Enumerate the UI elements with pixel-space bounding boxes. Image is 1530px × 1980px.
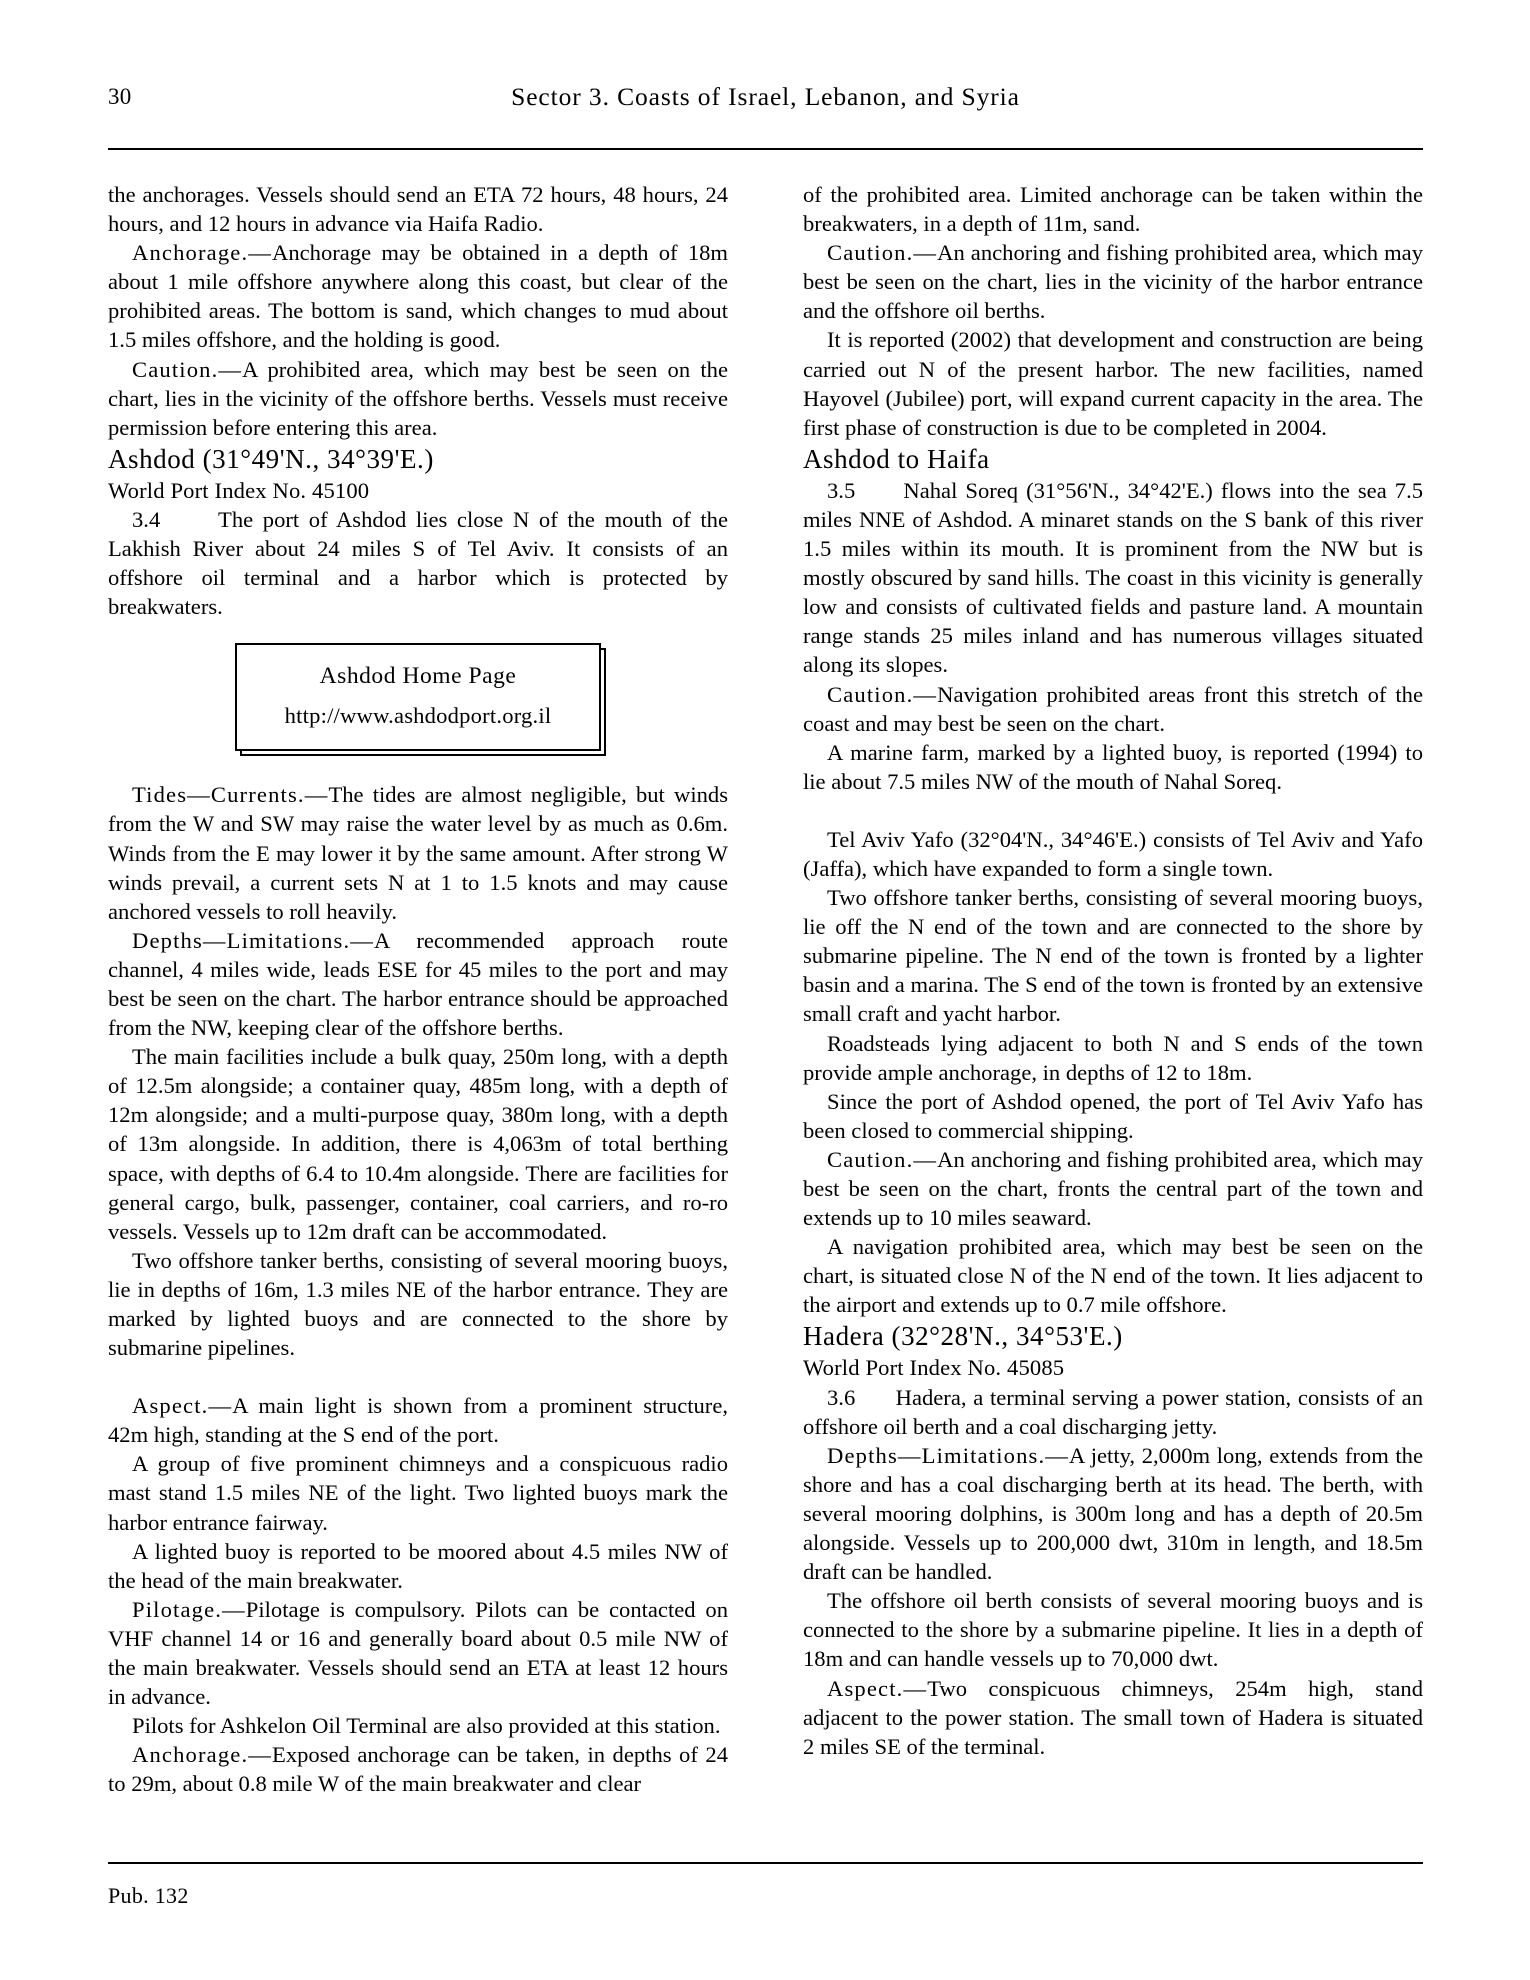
- body-columns: [108, 180, 1423, 1845]
- paragraph-text: of the prohibited area. Limited anchorage can be taken within the breakwaters, in a depth of 11m, sand.: [803, 182, 1423, 237]
- runin-heading: Pilotage.—: [132, 1596, 246, 1622]
- paragraph: [108, 1449, 728, 1536]
- runin-heading: Caution.—: [827, 240, 938, 266]
- paragraph-text: Tel Aviv Yafo (32°04'N., 34°46'E.) consists of Tel Aviv and Yafo (Jaffa), which have expanded to form a single town.: [803, 826, 1423, 881]
- paragraph-caution: [108, 355, 728, 442]
- paragraph-text: A main light is shown from a prominent structure, 42m high, standing at the S end of the port.: [108, 1393, 728, 1448]
- world-port-index-ashdod: World Port Index No. 45100: [108, 477, 370, 503]
- paragraph-text: Nahal Soreq (31°56'N., 34°42'E.) flows into the sea 7.5 miles NNE of Ashdod. A minaret stands on the S bank of this river 1.5 miles within its mouth. It is prominent from the NW but is mostly obscured by sand hills. The coast in this vicinity is generally low and consists of cultivated fields and pasture land. A mountain range stands 25 miles inland and has numerous villages situated along its slopes.: [803, 477, 1424, 678]
- paragraph-text: The tides are almost negligible, but winds from the W and SW may raise the water level by as much as 0.6m. Winds from the E may lower it by the same amount. After strong W winds prevail, a current sets N at 1 to 1.5 knots and may cause anchored vessels to roll heavily.: [108, 782, 728, 924]
- paragraph-depths-limitations: [108, 926, 728, 1042]
- paragraph-number: 3.6: [827, 1384, 856, 1410]
- paragraph: [803, 1586, 1423, 1673]
- runin-heading: Anchorage.—: [132, 1742, 273, 1768]
- paragraph: [803, 738, 1423, 796]
- paragraph-text: Exposed anchorage can be taken, in depths of 24 to 29m, about 0.8 mile W of the main breakwater and clear: [108, 1742, 728, 1797]
- paragraph-text: Two conspicuous chimneys, 254m high, stand adjacent to the power station. The small town of Hadera is situated 2 miles SE of the terminal.: [803, 1675, 1423, 1759]
- paragraph-text: Pilotage is compulsory. Pilots can be contacted on VHF channel 14 or 16 and generally board about 0.5 mile NW of the main breakwater. Vessels should send an ETA at least 12 hours in advance.: [108, 1596, 728, 1710]
- header-rule: [108, 148, 1423, 150]
- url-callout-box: [108, 643, 728, 751]
- paragraph-text: The main facilities include a bulk quay, 250m long, with a depth of 12.5m alongside; a container quay, 485m long, with a depth of 12m alongside; and a multi-purpose quay, 380m long, with a depth of 13m alongside. In addition, there is 4,063m of total berthing space, with depths of 6.4 to 10.4m alongside. There are facilities for general cargo, bulk, passenger, container, coal carriers, and ro-ro vessels. Vessels up to 12m draft can be accommodated.: [108, 1044, 728, 1244]
- paragraph-caution-3: [803, 1145, 1423, 1232]
- paragraph-anchorage: [108, 238, 728, 354]
- paragraph-text: It is reported (2002) that development and construction are being carried out N of the present harbor. The new facilities, named Hayovel (Jubilee) port, will expand current capacity in the area. The first phase of construction is due to be completed in 2004.: [803, 327, 1423, 440]
- paragraph-caution: [803, 238, 1423, 325]
- paragraph-text: Two offshore tanker berths, consisting of several mooring buoys, lie in depths of 16m, 1.3 miles NE of the harbor entrance. They are marked by lighted buoys and are connected to the shore by submarine pipelines.: [108, 1247, 728, 1361]
- left-column: [108, 180, 728, 1799]
- paragraph-aspect-2: [803, 1674, 1423, 1761]
- runin-heading: Tides—Currents.—: [132, 782, 329, 808]
- paragraph-caution-2: [803, 680, 1423, 738]
- footer-rule: [108, 1862, 1423, 1864]
- paragraph-pilotage: [108, 1595, 728, 1711]
- paragraph-text: [855, 478, 903, 503]
- paragraph-text: An anchoring and fishing prohibited area, which may best be seen on the chart, fronts the central part of the town and extends up to 10 miles seaward.: [803, 1146, 1423, 1231]
- paragraph-text: the anchorages. Vessels should send an ETA 72 hours, 48 hours, 24 hours, and 12 hours in advance via Haifa Radio.: [108, 182, 728, 237]
- section-heading-ashdod: Ashdod (31°49'N., 34°39'E.): [108, 443, 434, 474]
- section-heading-hadera: Hadera (32°28'N., 34°53'E.): [803, 1321, 1123, 1352]
- paragraph-text: The port of Ashdod lies close N of the mouth of the Lakhish River about 24 miles S of Tel Aviv. It consists of an offshore oil terminal and a harbor which is protected by breakwaters.: [108, 506, 729, 620]
- paragraph: [803, 1087, 1423, 1145]
- runin-heading: Anchorage.—: [132, 240, 273, 266]
- paragraph-tel-aviv-yafo: [803, 825, 1423, 883]
- paragraph-aspect: [108, 1391, 728, 1449]
- paragraph: [108, 1537, 728, 1595]
- paragraph-text: Hadera, a terminal serving a power station, consists of an offshore oil berth and a coal discharging jetty.: [803, 1384, 1423, 1439]
- paragraph-3-4: [108, 505, 728, 621]
- paragraph-text: Roadsteads lying adjacent to both N and S ends of the town provide ample anchorage, in depths of 12 to 18m.: [803, 1030, 1423, 1085]
- paragraph: [108, 1711, 728, 1740]
- url-box-title: Ashdod Home Page: [319, 663, 517, 690]
- paragraph-3-6: [803, 1383, 1423, 1441]
- paragraph: [108, 1246, 728, 1362]
- paragraph-number: 3.4: [132, 506, 161, 532]
- runin-heading: Aspect.—: [827, 1675, 928, 1701]
- paragraph: [803, 1232, 1423, 1319]
- paragraph-text: A recommended approach route channel, 4 miles wide, leads ESE for 45 miles to the port and may best be seen on the chart. The harbor entrance should be approached from the NW, keeping clear of the offshore berths.: [108, 927, 728, 1041]
- running-head-title: Sector 3. Coasts of Israel, Lebanon, and Syria: [511, 82, 1020, 111]
- paragraph-text: Two offshore tanker berths, consisting of several mooring buoys, lie off the N end of the town and are connected to the shore by submarine pipeline. The N end of the town is fronted by a lighter basin and a marina. The S end of the town is fronted by an extensive small craft and yacht harbor.: [803, 885, 1423, 1027]
- paragraph: [803, 1029, 1423, 1087]
- page-number: 30: [108, 84, 132, 109]
- url-box-link[interactable]: http://www.ashdodport.org.il: [284, 703, 552, 729]
- paragraph-text: A jetty, 2,000m long, extends from the shore and has a coal discharging berth at its head. The berth, with several mooring dolphins, is 300m long and has a depth of 20.5m alongside. Vessels up to 200,000 dwt, 310m in length, and 18.5m draft can be handled.: [803, 1442, 1423, 1585]
- paragraph-text: A group of five prominent chimneys and a conspicuous radio mast stand 1.5 miles NE of the light. Two lighted buoys mark the harbor entrance fairway.: [108, 1451, 728, 1535]
- paragraph: [803, 883, 1423, 1028]
- paragraph-text: An anchoring and fishing prohibited area, which may best be seen on the chart, lies in the vicinity of the harbor entrance and the offshore oil berths.: [803, 240, 1423, 324]
- paragraph: [803, 180, 1423, 238]
- paragraph-text: A prohibited area, which may best be seen on the chart, lies in the vicinity of the offshore berths. Vessels must receive permission before entering this area.: [108, 356, 728, 440]
- paragraph: [108, 180, 728, 238]
- paragraph-text: Since the port of Ashdod opened, the port of Tel Aviv Yafo has been closed to commercial shipping.: [803, 1088, 1423, 1143]
- running-head: [108, 82, 1423, 116]
- footer-publication: Pub. 132: [108, 1883, 189, 1908]
- paragraph-depths-limitations-2: [803, 1441, 1423, 1586]
- paragraph-text: Pilots for Ashkelon Oil Terminal are also provided at this station.: [132, 1713, 721, 1739]
- runin-heading: Aspect.—: [132, 1393, 233, 1419]
- world-port-index-hadera: World Port Index No. 45085: [803, 1355, 1065, 1381]
- runin-heading: Depths—Limitations.—: [132, 927, 375, 953]
- runin-heading: Depths—Limitations.—: [827, 1442, 1070, 1468]
- runin-heading: Caution.—: [827, 1146, 938, 1172]
- paragraph-text: The offshore oil berth consists of several mooring buoys and is connected to the shore by a submarine pipeline. It lies in a depth of 18m and can handle vessels up to 70,000 dwt.: [803, 1588, 1423, 1672]
- paragraph: [803, 325, 1423, 441]
- paragraph-tides-currents: [108, 780, 728, 925]
- runin-heading: Caution.—: [827, 681, 938, 707]
- paragraph-text: Navigation prohibited areas front this stretch of the coast and may best be seen on the chart.: [803, 681, 1423, 736]
- paragraph-text: A marine farm, marked by a lighted buoy, is reported (1994) to lie about 7.5 miles NW of the mouth of Nahal Soreq.: [803, 739, 1423, 794]
- paragraph-3-5: [803, 476, 1423, 680]
- paragraph-number: 3.5: [827, 477, 856, 503]
- paragraph: [108, 1042, 728, 1246]
- paragraph-text: A navigation prohibited area, which may best be seen on the chart, is situated close N of the N end of the town. It lies adjacent to the airport and extends up to 0.7 mile offshore.: [803, 1234, 1423, 1318]
- section-heading-ashdod-to-haifa: Ashdod to Haifa: [803, 443, 990, 474]
- right-column: [803, 180, 1423, 1761]
- paragraph-text: [160, 507, 218, 532]
- paragraph-anchorage-2: [108, 1740, 728, 1798]
- paragraph-text: A lighted buoy is reported to be moored about 4.5 miles NW of the head of the main breakwater.: [108, 1538, 728, 1593]
- paragraph-text: Anchorage may be obtained in a depth of 18m about 1 mile offshore anywhere along this coast, but clear of the prohibited areas. The bottom is sand, which changes to mud about 1.5 miles offshore, and the holding is good.: [108, 240, 728, 353]
- paragraph-text: [855, 1385, 895, 1410]
- runin-heading: Caution.—: [132, 356, 243, 382]
